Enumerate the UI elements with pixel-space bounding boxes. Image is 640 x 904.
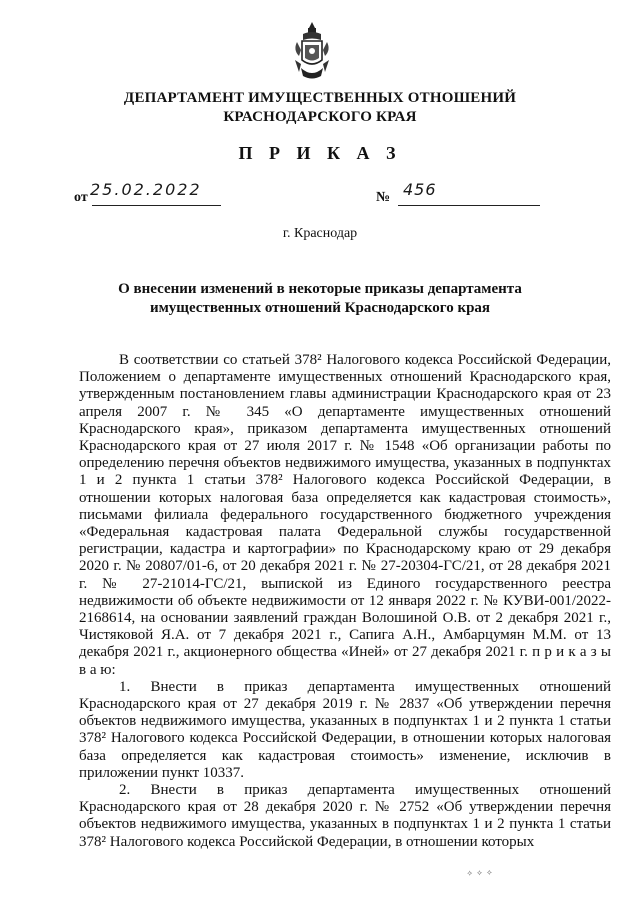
department-name-line1: ДЕПАРТАМЕНТ ИМУЩЕСТВЕННЫХ ОТНОШЕНИЙ bbox=[123, 90, 517, 106]
coat-of-arms-emblem bbox=[291, 20, 333, 82]
order-title: П Р И К А З bbox=[238, 143, 402, 163]
number-underline bbox=[398, 205, 540, 206]
subject-line2: имущественных отношений Краснодарского края bbox=[149, 300, 491, 316]
date-prefix: от bbox=[74, 190, 88, 205]
handwritten-number: 456 bbox=[403, 180, 437, 199]
stamp-mark: ⟡ ⟡ ⟡ bbox=[466, 867, 494, 878]
date-underline bbox=[92, 205, 221, 206]
city-label: г. Краснодар bbox=[282, 226, 358, 241]
order-word: п р и к а з ы в а ю: bbox=[79, 644, 611, 678]
item-2-paragraph: 2. Внести в приказ департамента имущественных отношений Краснодарского края от 28 декабря 2020 г. № 2752 «Об утверждении перечня объектов недвижимого имущества, указанных в подпунктах 1 и 2 пункта 1 статьи 378² Налогового кодекса Российской Федерации, в отношении которых bbox=[79, 782, 611, 850]
subject-line1: О внесении изменений в некоторые приказы департамента bbox=[118, 281, 522, 297]
department-name-line2: КРАСНОДАРСКОГО КРАЯ bbox=[223, 109, 417, 125]
number-prefix: № bbox=[376, 190, 391, 205]
handwritten-date: 25.02.2022 bbox=[90, 180, 202, 199]
order-body bbox=[79, 352, 611, 851]
preamble-text: В соответствии со статьей 378² Налогового кодекса Российской Федерации, Положением о департаменте имущественных отношений Краснодарского края, утвержденным постановлением главы администрации Краснодарского края от 23 апреля 2007 г. № 345 «О департаменте имущественных отношений Краснодарского края», приказом департамента имущественных отношений Краснодарского края от 27 июля 2017 г. № 1548 «Об организации работы по определению перечня объектов недвижимого имущества, указанных в подпунктах 1 и 2 пункта 1 статьи 378² Налогового кодекса Российской Федерации, в отношении которых налоговая база определяется как кадастровая стоимость», письмами филиала федерального государственного бюджетного учреждения «Федеральная кадастровая палата Федеральной службы государственной регистрации, кадастра и картографии» по Краснодарскому краю от 29 декабря 2020 г. № 20807/01-6, от 20 декабря 2021 г. № 27-20304-ГС/21, от 28 декабря 2021 г. № 27-21014-ГС/21, выпиской из Единого государственного реестра недвижимости об объекте недвижимости от 12 января 2022 г. № КУВИ-001/2022-2168614, на основании заявлений граждан Волошиной О.В. от 2 декабря 2021 г., Чистяковой Я.А. от 7 декабря 2021 г., Сапига А.Н., Амбарцумян М.М. от 13 декабря 2021 г., акционерного общества «Иней» от 27 декабря 2021 г. bbox=[79, 352, 611, 661]
preamble-paragraph bbox=[79, 352, 611, 679]
item-1-paragraph: 1. Внести в приказ департамента имущественных отношений Краснодарского края от 27 декабря 2019 г. № 2837 «Об утверждении перечня объектов недвижимого имущества, указанных в подпунктах 1 и 2 пункта 1 статьи 378² Налогового кодекса Российской Федерации, в отношении которых налоговая база определяется как кадастровая стоимость» изменение, исключив в приложении пункт 10337. bbox=[79, 678, 611, 781]
